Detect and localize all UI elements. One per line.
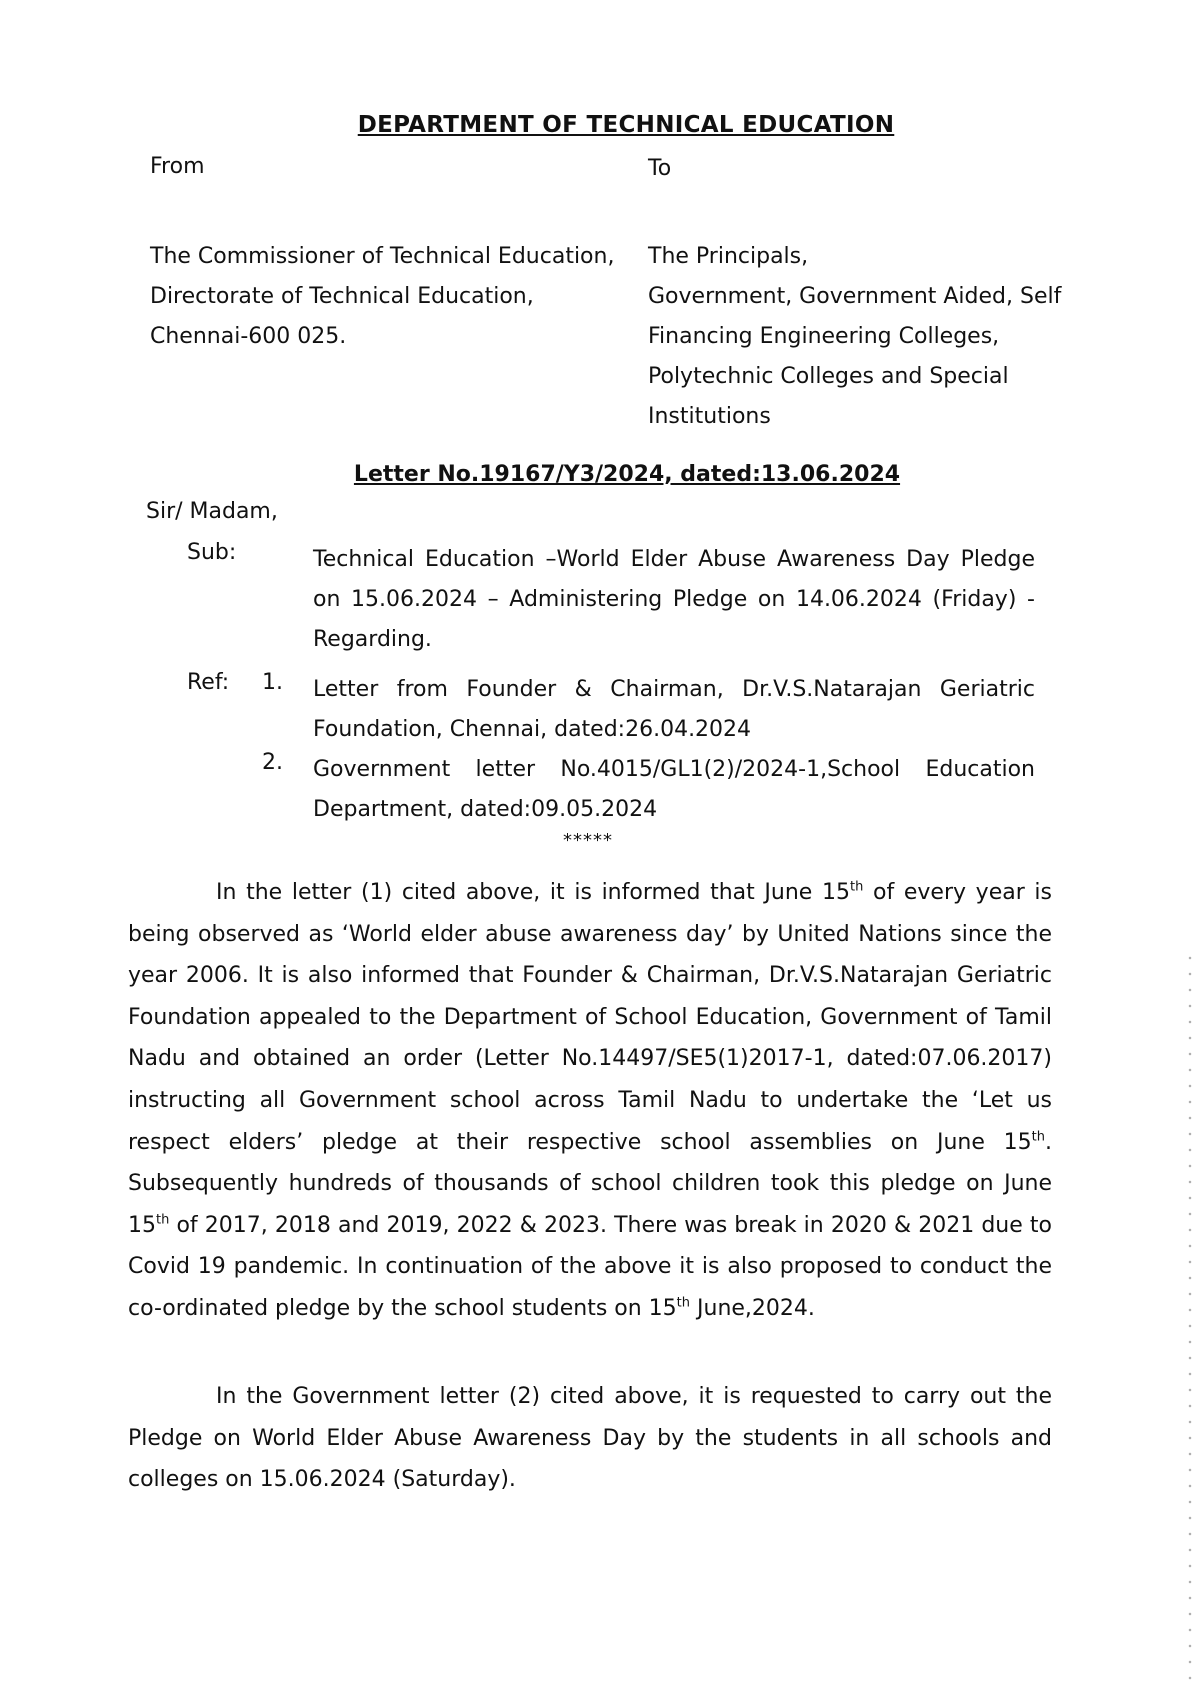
reference-label: Ref: — [187, 670, 230, 695]
recipient-address — [648, 237, 1078, 437]
reference-text: Government letter No.4015/GL1(2)/2024-1,School Education Department, dated:09.05.2024 — [313, 757, 1035, 822]
recipient-line: Financing Engineering Colleges, — [648, 324, 1000, 349]
recipient-line: Polytechnic Colleges and Special — [648, 364, 1009, 389]
sender-line: The Commissioner of Technical Education, — [150, 244, 615, 269]
scan-artifact — [1188, 950, 1192, 1690]
page-title: DEPARTMENT OF TECHNICAL EDUCATION — [357, 112, 895, 138]
letter-number: Letter No.19167/Y3/2024, dated:13.06.2024 — [353, 462, 901, 487]
paragraph-text: of 2017, 2018 and 2019, 2022 & 2023. There was break in 2020 & 2021 due to Covid 19 pandemic. In continuation of the above it is also proposed to conduct the co-ordinated pledge by the school students on 15 — [128, 1212, 1052, 1321]
salutation: Sir/ Madam, — [146, 499, 278, 524]
paragraph-text: . Subsequently hundreds of thousands of school children took this pledge on June 15 — [128, 1129, 1052, 1238]
paragraph-text: In the Government letter (2) cited above, it is requested to carry out the Pledge on World Elder Abuse Awareness Day by the students in all schools and colleges on 15.06.2024 (Saturday). — [128, 1384, 1052, 1493]
reference-text: Letter from Founder & Chairman, Dr.V.S.Natarajan Geriatric Foundation, Chennai, dated:26.04.2024 — [313, 677, 1035, 742]
sender-line: Chennai-600 025. — [150, 324, 347, 349]
paragraph-text: of every year is being observed as ‘World elder abuse awareness day’ by United Nations since the year 2006. It is also informed that Founder & Chairman, Dr.V.S.Natarajan Geriatric Foundation appealed to the Department of School Education, Government of Tamil Nadu and obtained an order (Letter No.14497/SE5(1)2017-1, dated:07.06.2017) instructing all Government school across Tamil Nadu to undertake the ‘Let us respect elders’ pledge at their respective school assemblies on June 15 — [128, 880, 1052, 1155]
subject-label: Sub: — [187, 540, 237, 565]
recipient-line: Institutions — [648, 404, 771, 429]
superscript: th — [849, 879, 864, 895]
reference-number: 1. — [262, 670, 283, 695]
reference-number: 2. — [262, 750, 283, 775]
to-label: To — [648, 156, 672, 181]
separator: ***** — [563, 830, 613, 851]
sender-address — [150, 237, 614, 357]
superscript: th — [156, 1212, 170, 1228]
superscript: th — [676, 1295, 691, 1311]
recipient-line: The Principals, — [648, 244, 809, 269]
superscript: th — [1031, 1129, 1045, 1145]
body-paragraph-1 — [128, 872, 1052, 1330]
subject-text: Technical Education –World Elder Abuse Awareness Day Pledge on 15.06.2024 – Administering Pledge on 14.06.2024 (Friday) - Regarding. — [313, 547, 1035, 652]
from-label: From — [150, 154, 205, 179]
paragraph-text: In the letter (1) cited above, it is informed that June 15 — [216, 880, 850, 905]
paragraph-text: June,2024. — [690, 1295, 815, 1321]
sender-line: Directorate of Technical Education, — [150, 284, 534, 309]
body-paragraph-2 — [128, 1376, 1052, 1501]
recipient-line: Government, Government Aided, Self — [648, 284, 1062, 309]
